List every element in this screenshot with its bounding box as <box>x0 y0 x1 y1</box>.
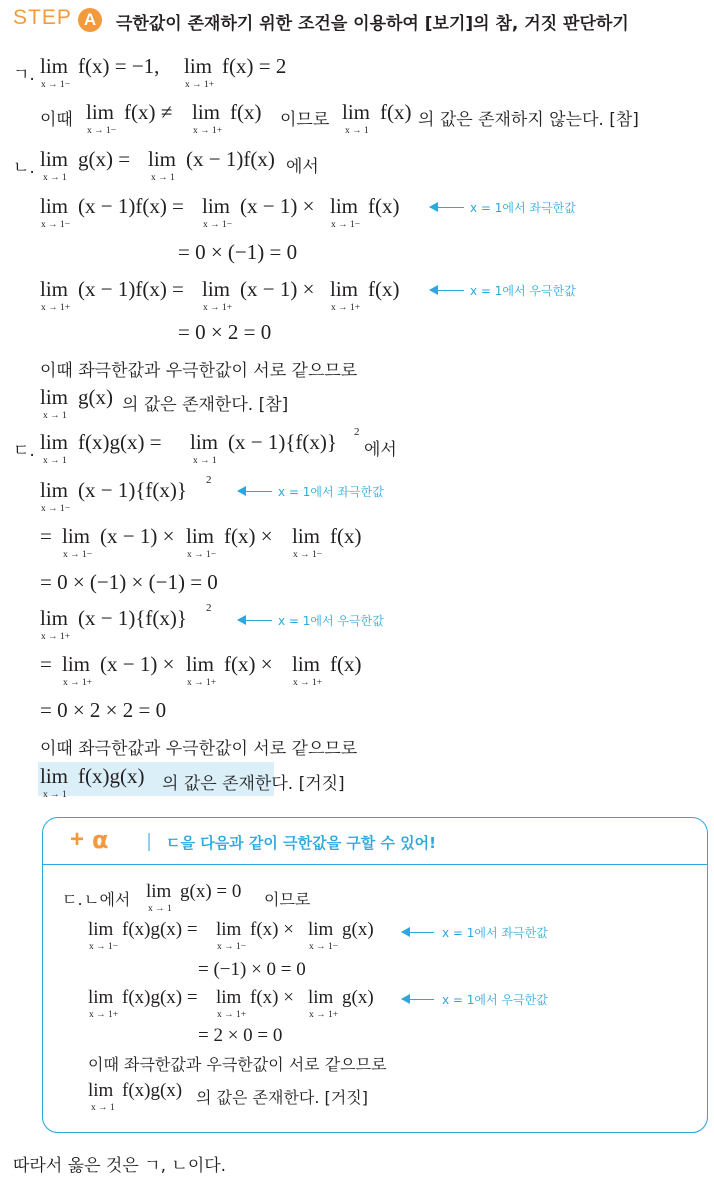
item-marker-c: ㄷ. <box>13 441 35 461</box>
text: 의 값은 존재한다. [거짓] <box>162 774 345 794</box>
lim-subscript: x → 1+ <box>63 678 93 688</box>
expression: (x − 1){f(x)} <box>78 606 187 630</box>
lim: lim <box>190 430 219 454</box>
lim-subscript: x → 1 <box>345 126 369 136</box>
lim-subscript: x → 1+ <box>217 1010 247 1020</box>
expression: f(x) = 2 <box>222 54 287 78</box>
text: 이므로 <box>264 890 311 909</box>
expression: g(x) = <box>78 147 131 171</box>
expression: f(x) <box>368 194 400 218</box>
expression: f(x) × <box>224 652 273 676</box>
annotation-left-limit: x = 1에서 좌극한값 <box>442 926 548 940</box>
lim: lim <box>202 194 231 218</box>
annotation-left-limit: x = 1에서 좌극한값 <box>470 201 576 215</box>
arrow-left-icon <box>430 207 464 208</box>
exponent: 2 <box>206 474 212 486</box>
step-label: STEP <box>13 6 72 29</box>
expression: f(x)g(x) = <box>122 987 198 1008</box>
expression: = (−1) × 0 = 0 <box>198 959 306 980</box>
expression: f(x)g(x) <box>122 1080 183 1101</box>
arrow-left-icon <box>238 491 272 492</box>
lim-subscript: x → 1+ <box>41 303 71 313</box>
arrow-left-icon <box>402 999 434 1000</box>
lim: lim <box>62 524 91 548</box>
lim: lim <box>292 524 321 548</box>
equals: = <box>40 524 52 548</box>
expression: f(x) × <box>224 524 273 548</box>
alpha-icon: α <box>92 826 109 854</box>
lim: lim <box>86 100 115 124</box>
text: 이때 좌극한값과 우극한값이 서로 같으므로 <box>88 1055 387 1074</box>
text: 이때 좌극한값과 우극한값이 서로 같으므로 <box>40 739 358 759</box>
lim: lim <box>40 385 69 409</box>
annotation-right-limit: x = 1에서 우극한값 <box>278 614 384 628</box>
lim-subscript: x → 1+ <box>185 80 215 90</box>
lim-subscript: x → 1 <box>151 173 175 183</box>
text: 에서 <box>286 157 319 177</box>
item-marker-b: ㄴ. <box>13 158 35 178</box>
step-badge: A <box>78 8 102 32</box>
lim-subscript: x → 1− <box>217 942 247 952</box>
expression: (x − 1) × <box>100 524 175 548</box>
expression: f(x) <box>380 100 412 124</box>
lim-subscript: x → 1+ <box>203 303 233 313</box>
lim-subscript: x → 1 <box>43 790 67 800</box>
text: 의 값은 존재한다. [거짓] <box>196 1088 368 1107</box>
lim-subscript: x → 1− <box>87 126 117 136</box>
expression: (x − 1){f(x)} <box>228 430 337 454</box>
expression: = 2 × 0 = 0 <box>198 1025 283 1046</box>
lim: lim <box>146 881 172 902</box>
lim-subscript: x → 1 <box>193 456 217 466</box>
tip-marker: ㄷ. <box>62 890 83 909</box>
expression: f(x)g(x) = <box>78 430 162 454</box>
lim: lim <box>216 919 242 940</box>
lim: lim <box>330 277 359 301</box>
expression: (x − 1){f(x)} <box>78 478 187 502</box>
lim: lim <box>40 194 69 218</box>
arrow-left-icon <box>238 620 272 621</box>
lim: lim <box>40 478 69 502</box>
lim: lim <box>62 652 91 676</box>
arrow-left-icon <box>402 932 434 933</box>
lim: lim <box>40 277 69 301</box>
lim-subscript: x → 1 <box>43 173 67 183</box>
tip-title: ㄷ을 다음과 같이 극한값을 구할 수 있어! <box>166 834 437 852</box>
plus-icon: + <box>70 826 85 853</box>
expression: g(x) <box>78 385 113 409</box>
lim: lim <box>40 54 69 78</box>
expression: f(x) <box>368 277 400 301</box>
expression: f(x) × <box>250 919 294 940</box>
conclusion: 따라서 옳은 것은 ㄱ, ㄴ이다. <box>13 1156 227 1176</box>
expression: = 0 × 2 × 2 = 0 <box>40 698 167 722</box>
lim: lim <box>184 54 213 78</box>
lim: lim <box>342 100 371 124</box>
annotation-left-limit: x = 1에서 좌극한값 <box>278 485 384 499</box>
lim-subscript: x → 1− <box>41 80 71 90</box>
lim-subscript: x → 1− <box>89 942 119 952</box>
lim-subscript: x → 1 <box>91 1103 115 1113</box>
lim: lim <box>192 100 221 124</box>
lim-subscript: x → 1 <box>148 904 172 914</box>
lim: lim <box>216 987 242 1008</box>
lim-subscript: x → 1+ <box>193 126 223 136</box>
text: 이때 <box>40 110 73 130</box>
expression: f(x)g(x) = <box>122 919 198 940</box>
expression: (x − 1) × <box>240 194 315 218</box>
lim-subscript: x → 1− <box>63 550 93 560</box>
lim: lim <box>40 606 69 630</box>
lim-subscript: x → 1 <box>43 456 67 466</box>
lim: lim <box>88 987 114 1008</box>
expression: g(x) <box>342 987 374 1008</box>
expression: = 0 × (−1) × (−1) = 0 <box>40 570 218 594</box>
lim-subscript: x → 1+ <box>331 303 361 313</box>
expression: = 0 × 2 = 0 <box>178 320 272 344</box>
lim-subscript: x → 1− <box>331 220 361 230</box>
lim: lim <box>40 430 69 454</box>
lim: lim <box>40 764 69 788</box>
lim-subscript: x → 1− <box>309 942 339 952</box>
lim: lim <box>330 194 359 218</box>
lim: lim <box>308 919 334 940</box>
expression: f(x) = −1, <box>78 54 160 78</box>
expression: g(x) = 0 <box>180 881 242 902</box>
expression: f(x)g(x) <box>78 764 145 788</box>
text: 의 값은 존재한다. [참] <box>122 395 289 415</box>
text: ㄴ에서 <box>84 890 131 909</box>
expression: f(x) × <box>250 987 294 1008</box>
lim: lim <box>292 652 321 676</box>
lim-subscript: x → 1+ <box>187 678 217 688</box>
arrow-left-icon <box>430 290 464 291</box>
equals: = <box>40 652 52 676</box>
lim: lim <box>202 277 231 301</box>
lim-subscript: x → 1− <box>187 550 217 560</box>
expression: (x − 1)f(x) <box>186 147 275 171</box>
lim: lim <box>88 1080 114 1101</box>
lim: lim <box>88 919 114 940</box>
lim-subscript: x → 1+ <box>89 1010 119 1020</box>
lim-subscript: x → 1+ <box>293 678 323 688</box>
expression: f(x) <box>230 100 262 124</box>
lim-subscript: x → 1+ <box>41 632 71 642</box>
lim-subscript: x → 1+ <box>309 1010 339 1020</box>
expression: = 0 × (−1) = 0 <box>178 240 298 264</box>
lim-subscript: x → 1 <box>43 411 67 421</box>
expression: f(x) ≠ <box>124 100 173 124</box>
expression: (x − 1) × <box>100 652 175 676</box>
lim-subscript: x → 1− <box>41 504 71 514</box>
expression: (x − 1)f(x) = <box>78 194 184 218</box>
lim-subscript: x → 1− <box>41 220 71 230</box>
divider <box>148 833 150 851</box>
section-title: 극한값이 존재하기 위한 조건을 이용하여 [보기]의 참, 거짓 판단하기 <box>116 14 629 34</box>
exponent: 2 <box>354 426 360 438</box>
text: 에서 <box>364 440 397 460</box>
lim: lim <box>186 524 215 548</box>
text: 이므로 <box>280 110 330 130</box>
lim: lim <box>186 652 215 676</box>
lim-subscript: x → 1− <box>203 220 233 230</box>
lim: lim <box>148 147 177 171</box>
expression: f(x) <box>330 652 362 676</box>
expression: (x − 1)f(x) = <box>78 277 184 301</box>
expression: f(x) <box>330 524 362 548</box>
text: 이때 좌극한값과 우극한값이 서로 같으므로 <box>40 361 358 381</box>
lim: lim <box>308 987 334 1008</box>
annotation-right-limit: x = 1에서 우극한값 <box>442 993 548 1007</box>
expression: (x − 1) × <box>240 277 315 301</box>
expression: g(x) <box>342 919 374 940</box>
exponent: 2 <box>206 602 212 614</box>
text: 의 값은 존재하지 않는다. [참] <box>418 110 639 130</box>
lim-subscript: x → 1− <box>293 550 323 560</box>
lim: lim <box>40 147 69 171</box>
item-marker-a: ㄱ. <box>13 65 35 85</box>
annotation-right-limit: x = 1에서 우극한값 <box>470 284 576 298</box>
